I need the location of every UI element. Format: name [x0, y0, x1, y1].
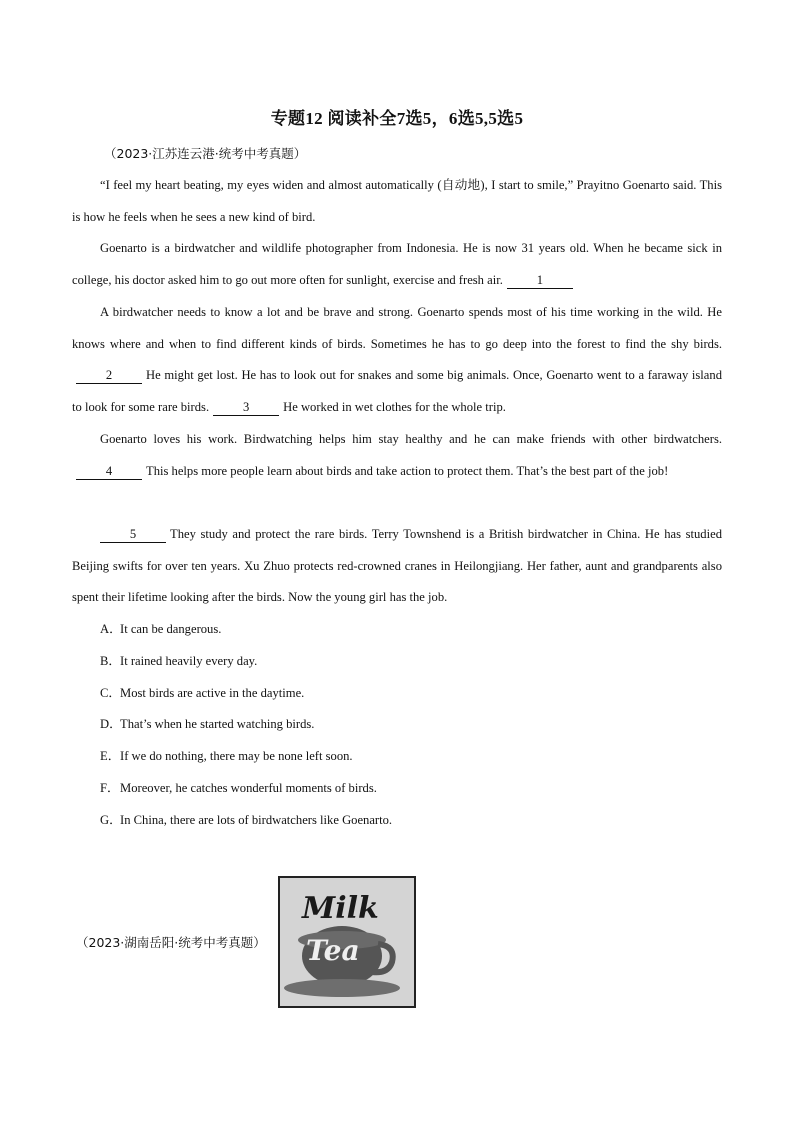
passage-paragraph-3 [72, 297, 722, 423]
option-text: If we do nothing, there may be none left soon. [120, 749, 353, 764]
option-letter: E． [100, 749, 121, 764]
paragraph-text: They study and protect the rare birds. Terry Townshend is a British birdwatcher in China. He has studied Beijing swifts for over ten years. Xu Zhuo protects red-crowned cranes in Heilongjiang. Her father, aunt and grandparents also spent their lifetime looking after the birds. Now the young girl has the job. [72, 527, 722, 604]
logo-word-2: Tea [306, 934, 360, 967]
page-title: 专题12 阅读补全7选5，6选5,5选5 [270, 109, 524, 128]
option-letter: D． [100, 717, 122, 732]
option-text: Most birds are active in the daytime. [120, 685, 305, 700]
option-text: That’s when he started watching birds. [120, 717, 315, 732]
paragraph-text: “I feel my heart beating, my eyes widen and almost automatically (自动地), I start to smile,” Prayitno Goenarto said. This is how he feels when he sees a new kind of bird. [72, 178, 722, 224]
milk-tea-logo-image [278, 876, 416, 1008]
source-label-2: （2023·湖南岳阳·统考中考真题） [76, 935, 266, 950]
logo-word-1: Milk [302, 891, 379, 926]
answer-blank-4[interactable]: 4 [76, 463, 142, 480]
paragraph-text: Goenarto loves his work. Birdwatching helps him stay healthy and he can make friends with other birdwatchers. [100, 432, 722, 446]
option-c[interactable] [100, 678, 392, 710]
answer-blank-3[interactable]: 3 [213, 399, 279, 416]
option-text: It can be dangerous. [120, 622, 222, 636]
option-g[interactable] [100, 805, 392, 837]
paragraph-text: A birdwatcher needs to know a lot and be brave and strong. Goenarto spends most of his time working in the wild. He knows where and when to find different kinds of birds. Sometimes he has to go deep into the forest to find the shy birds. [72, 305, 722, 351]
option-a[interactable] [100, 614, 392, 646]
option-text: In China, there are lots of birdwatchers like Goenarto. [120, 812, 393, 827]
answer-options [100, 614, 392, 837]
paragraph-text: He might get lost. He has to look out for snakes and some big animals. Once, Goenarto went to a faraway island to look for some rare birds. [72, 368, 722, 414]
paragraph-text: Goenarto is a birdwatcher and wildlife photographer from Indonesia. He is now 31 years old. When he became sick in college, his doctor asked him to go out more often for sunlight, exercise and fresh air. [72, 241, 722, 287]
passage-paragraph-4 [72, 424, 722, 487]
answer-blank-2[interactable]: 2 [76, 367, 142, 384]
option-letter: F． [100, 780, 120, 795]
option-letter: B． [100, 653, 121, 668]
paragraph-text: He worked in wet clothes for the whole trip. [283, 399, 506, 414]
source-label-1: （2023·江苏连云港·统考中考真题） [104, 146, 307, 161]
passage-paragraph-1 [72, 170, 722, 233]
option-letter: A． [100, 622, 122, 636]
answer-blank-5[interactable]: 5 [100, 526, 166, 543]
passage-paragraph-2 [72, 233, 722, 296]
option-text: Moreover, he catches wonderful moments of birds. [120, 780, 377, 795]
answer-blank-1[interactable]: 1 [507, 272, 573, 289]
option-d[interactable] [100, 709, 392, 741]
milk-tea-cup-icon [280, 878, 414, 1006]
option-letter: C． [100, 685, 121, 700]
paragraph-text: This helps more people learn about birds and take action to protect them. That’s the best part of the job! [146, 463, 669, 478]
option-text: It rained heavily every day. [120, 653, 258, 668]
option-b[interactable] [100, 646, 392, 678]
option-letter: G． [100, 812, 122, 827]
option-f[interactable] [100, 773, 392, 805]
option-e[interactable] [100, 741, 392, 773]
passage-paragraph-5 [72, 519, 722, 614]
